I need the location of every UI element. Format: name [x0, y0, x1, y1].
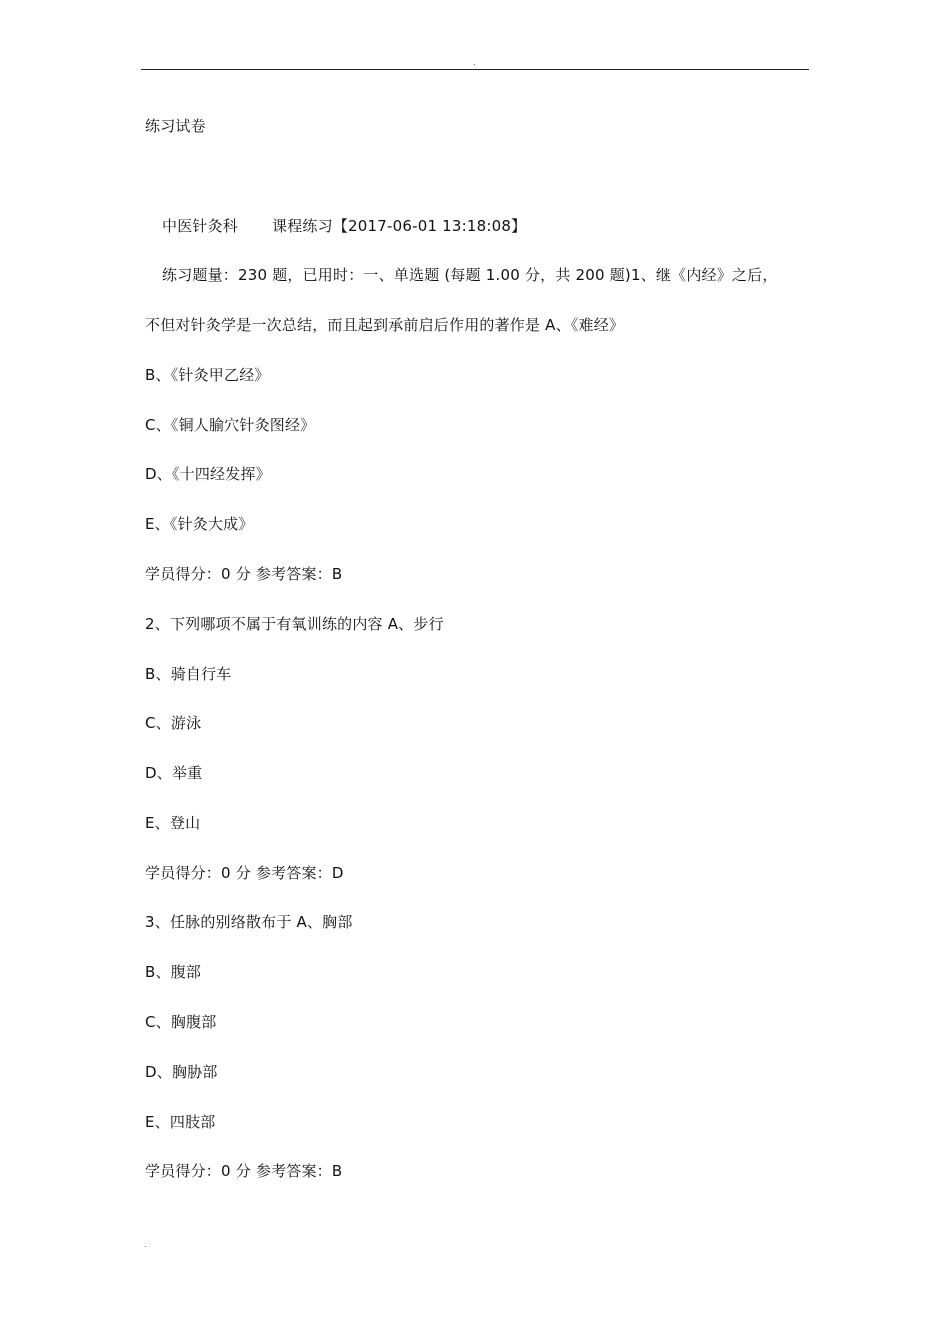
- question-1-option-b: B、《针灸甲乙经》: [145, 366, 270, 384]
- question-2-option-d: D、举重: [145, 764, 203, 782]
- question-2-stem: 2、下列哪项不属于有氧训练的内容 A、步行: [145, 615, 444, 633]
- question-2-score: 学员得分：0 分 参考答案：D: [145, 864, 344, 882]
- question-3-option-b: B、腹部: [145, 963, 202, 981]
- question-1-option-e: E、《针灸大成》: [145, 515, 254, 533]
- question-2-option-e: E、登山: [145, 814, 201, 832]
- header-mark: .: [473, 58, 476, 67]
- question-1-score: 学员得分：0 分 参考答案：B: [145, 565, 343, 583]
- question-3-option-e: E、四肢部: [145, 1113, 216, 1131]
- question-3-option-d: D、胸胁部: [145, 1063, 218, 1081]
- summary-line: 练习题量：230 题，已用时：一、单选题 (每题 1.00 分，共 200 题)1、继《内经》之后，: [162, 266, 778, 284]
- paper-title: 练习试卷: [145, 117, 206, 135]
- question-2-option-b: B、骑自行车: [145, 665, 232, 683]
- paper-subtitle: [162, 216, 526, 236]
- practice-label: 课程练习【2017-06-01 13:18:08】: [272, 217, 527, 235]
- header-rule: [141, 69, 809, 70]
- question-1-option-c: C、《铜人腧穴针灸图经》: [145, 416, 316, 434]
- question-1-stem: 不但对针灸学是一次总结，而且起到承前启后作用的著作是 A、《难经》: [145, 316, 625, 334]
- question-3-score: 学员得分：0 分 参考答案：B: [145, 1162, 343, 1180]
- question-2-option-c: C、游泳: [145, 714, 202, 732]
- subject-label: 中医针灸科: [162, 217, 239, 235]
- question-3-option-c: C、胸腹部: [145, 1013, 217, 1031]
- footer-mark: .: [144, 1240, 147, 1249]
- question-3-stem: 3、任脉的别络散布于 A、胸部: [145, 913, 353, 931]
- question-1-option-d: D、《十四经发挥》: [145, 465, 271, 483]
